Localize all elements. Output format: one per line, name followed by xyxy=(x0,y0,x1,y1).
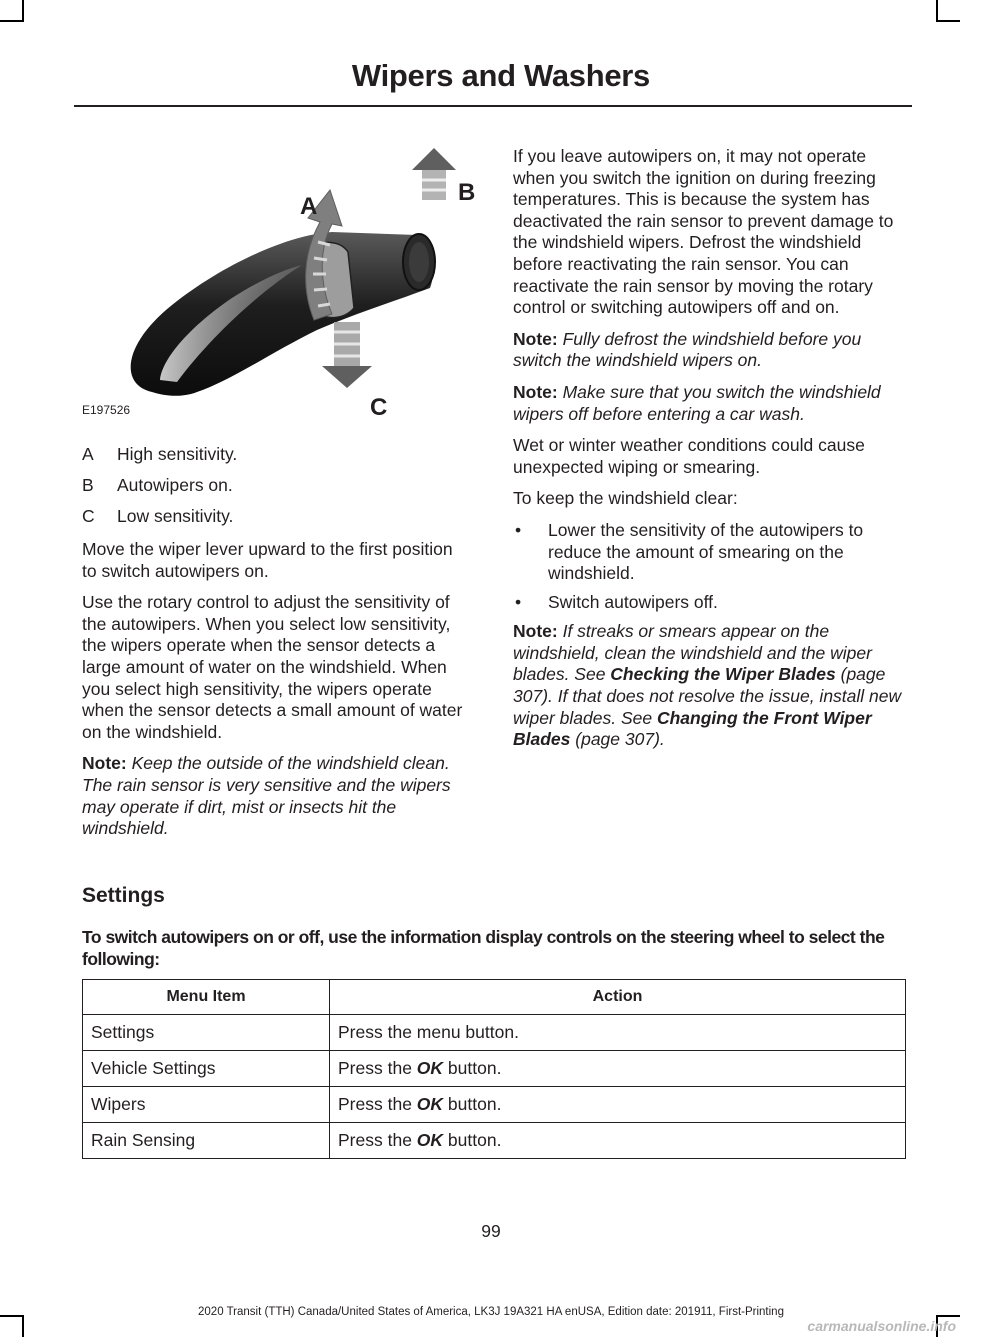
note-label: Note: xyxy=(82,753,127,774)
figure-label-c: C xyxy=(370,394,388,421)
figure-label-a: A xyxy=(300,193,318,220)
menu-item-cell: Settings xyxy=(83,1015,330,1051)
action-cell xyxy=(330,1051,906,1087)
note-defrost xyxy=(513,329,908,372)
figure-code: E197526 xyxy=(82,403,131,417)
legend-text: Autowipers on. xyxy=(117,475,233,495)
paragraph-autowipers-on: Move the wiper lever upward to the first position to switch autowipers on. xyxy=(82,539,453,581)
action-text: Press the xyxy=(338,1094,417,1114)
column-header-action: Action xyxy=(330,980,906,1015)
action-cell xyxy=(330,1123,906,1159)
figure-label-b: B xyxy=(458,179,476,206)
crop-mark xyxy=(0,20,22,22)
header-divider xyxy=(74,105,912,107)
crop-mark xyxy=(936,0,938,22)
legend-text: High sensitivity. xyxy=(117,444,238,464)
left-column xyxy=(82,110,476,850)
table-header-row xyxy=(83,980,906,1015)
menu-item-cell: Vehicle Settings xyxy=(83,1051,330,1087)
legend-text: Low sensitivity. xyxy=(117,506,234,526)
paragraph-keep-clear: To keep the windshield clear: xyxy=(513,488,738,509)
action-cell xyxy=(330,1015,906,1051)
column-header-menu-item: Menu Item xyxy=(83,980,330,1015)
legend-key: B xyxy=(82,475,94,495)
list-item xyxy=(513,520,908,585)
list-item xyxy=(513,592,908,614)
page-number: 99 xyxy=(481,1221,501,1241)
note-text: If streaks or smears appear on the windshield, clean the windshield and the wiper blades. See xyxy=(513,621,872,685)
settings-table xyxy=(82,979,906,1159)
page-reference: (page 307). If that does not resolve the issue, install new wiper blades. See xyxy=(513,664,902,728)
link-checking-wiper-blades[interactable]: Checking the Wiper Blades xyxy=(610,664,836,685)
legend-row xyxy=(82,505,470,527)
menu-item-cell: Rain Sensing xyxy=(83,1123,330,1159)
crop-mark xyxy=(22,1315,24,1337)
note-text: Keep the outside of the windshield clean. The rain sensor is very sensitive and the wipers may operate if dirt, mist or insects hit the windshield. xyxy=(82,753,451,839)
note-text: Fully defrost the windshield before you switch the windshield wipers on. xyxy=(513,328,862,371)
crop-mark xyxy=(22,0,24,22)
list-item-text: Lower the sensitivity of the autowipers to reduce the amount of smearing on the windshield. xyxy=(548,519,864,584)
ok-button-label: OK xyxy=(416,1094,444,1114)
table-row xyxy=(83,1123,906,1159)
action-text: Press the xyxy=(338,1130,417,1150)
menu-item-cell: Wipers xyxy=(83,1087,330,1123)
note-text: Make sure that you switch the windshield wipers off before entering a car wash. xyxy=(513,381,881,424)
wiper-lever-figure xyxy=(82,130,476,421)
note-windshield-clean xyxy=(82,753,470,839)
tips-list xyxy=(513,520,908,613)
footer-edition-info: 2020 Transit (TTH) Canada/United States of America, LK3J 19A321 HA enUSA, Edition date: 201911, First-Printing xyxy=(198,1306,784,1318)
legend-key: A xyxy=(82,444,94,464)
page-reference: (page 307). xyxy=(570,729,665,750)
section-heading-settings: Settings xyxy=(82,884,165,907)
site-watermark[interactable]: carmanualsonline.info xyxy=(807,1318,956,1334)
right-column xyxy=(513,146,908,761)
crop-mark xyxy=(938,20,960,22)
action-text: Press the xyxy=(338,1058,417,1078)
ok-button-label: OK xyxy=(416,1130,444,1150)
note-car-wash xyxy=(513,382,908,425)
table-row xyxy=(83,1087,906,1123)
note-label: Note: xyxy=(513,381,558,402)
settings-intro: To switch autowipers on or off, use the information display controls on the steering wheel to select the following: xyxy=(82,927,885,969)
bullet-icon: • xyxy=(515,591,522,612)
table-row xyxy=(83,1051,906,1087)
link-changing-front-wiper-blades[interactable]: Changing the Front Wiper Blades xyxy=(513,707,872,750)
action-text: button. xyxy=(443,1058,502,1078)
bullet-icon: • xyxy=(515,519,522,540)
action-cell xyxy=(330,1087,906,1123)
action-text: Press the menu button. xyxy=(338,1022,519,1042)
list-item-text: Switch autowipers off. xyxy=(548,591,718,612)
legend-row xyxy=(82,443,470,465)
action-text: button. xyxy=(443,1094,502,1114)
wiper-lever-illustration xyxy=(82,130,476,421)
paragraph-sensitivity: Use the rotary control to adjust the sensitivity of the autowipers. When you select low sensitivity, the wipers operate when the sensor detects a large amount of water on the windshield. When you select high sensitivity, the wipers operate when the sensor detects a small amount of water on the windshield. xyxy=(82,592,463,742)
paragraph-weather: Wet or winter weather conditions could cause unexpected wiping or smearing. xyxy=(513,435,865,477)
action-text: button. xyxy=(443,1130,502,1150)
note-streaks xyxy=(513,621,908,751)
note-label: Note: xyxy=(513,328,558,349)
ok-button-label: OK xyxy=(416,1058,444,1078)
figure-legend xyxy=(82,443,470,527)
legend-row xyxy=(82,474,470,496)
page-title: Wipers and Washers xyxy=(351,58,650,93)
legend-key: C xyxy=(82,506,95,526)
table-row xyxy=(83,1015,906,1051)
paragraph-freezing: If you leave autowipers on, it may not operate when you switch the ignition on during freezing temperatures. This is because the system has deactivated the rain sensor to prevent damage to the windshield wipers. Defrost the windshield before reactivating the rain sensor. You can reactivate the rain sensor by moving the rotary control or switching autowipers off and on. xyxy=(513,146,894,318)
note-label: Note: xyxy=(513,621,558,642)
